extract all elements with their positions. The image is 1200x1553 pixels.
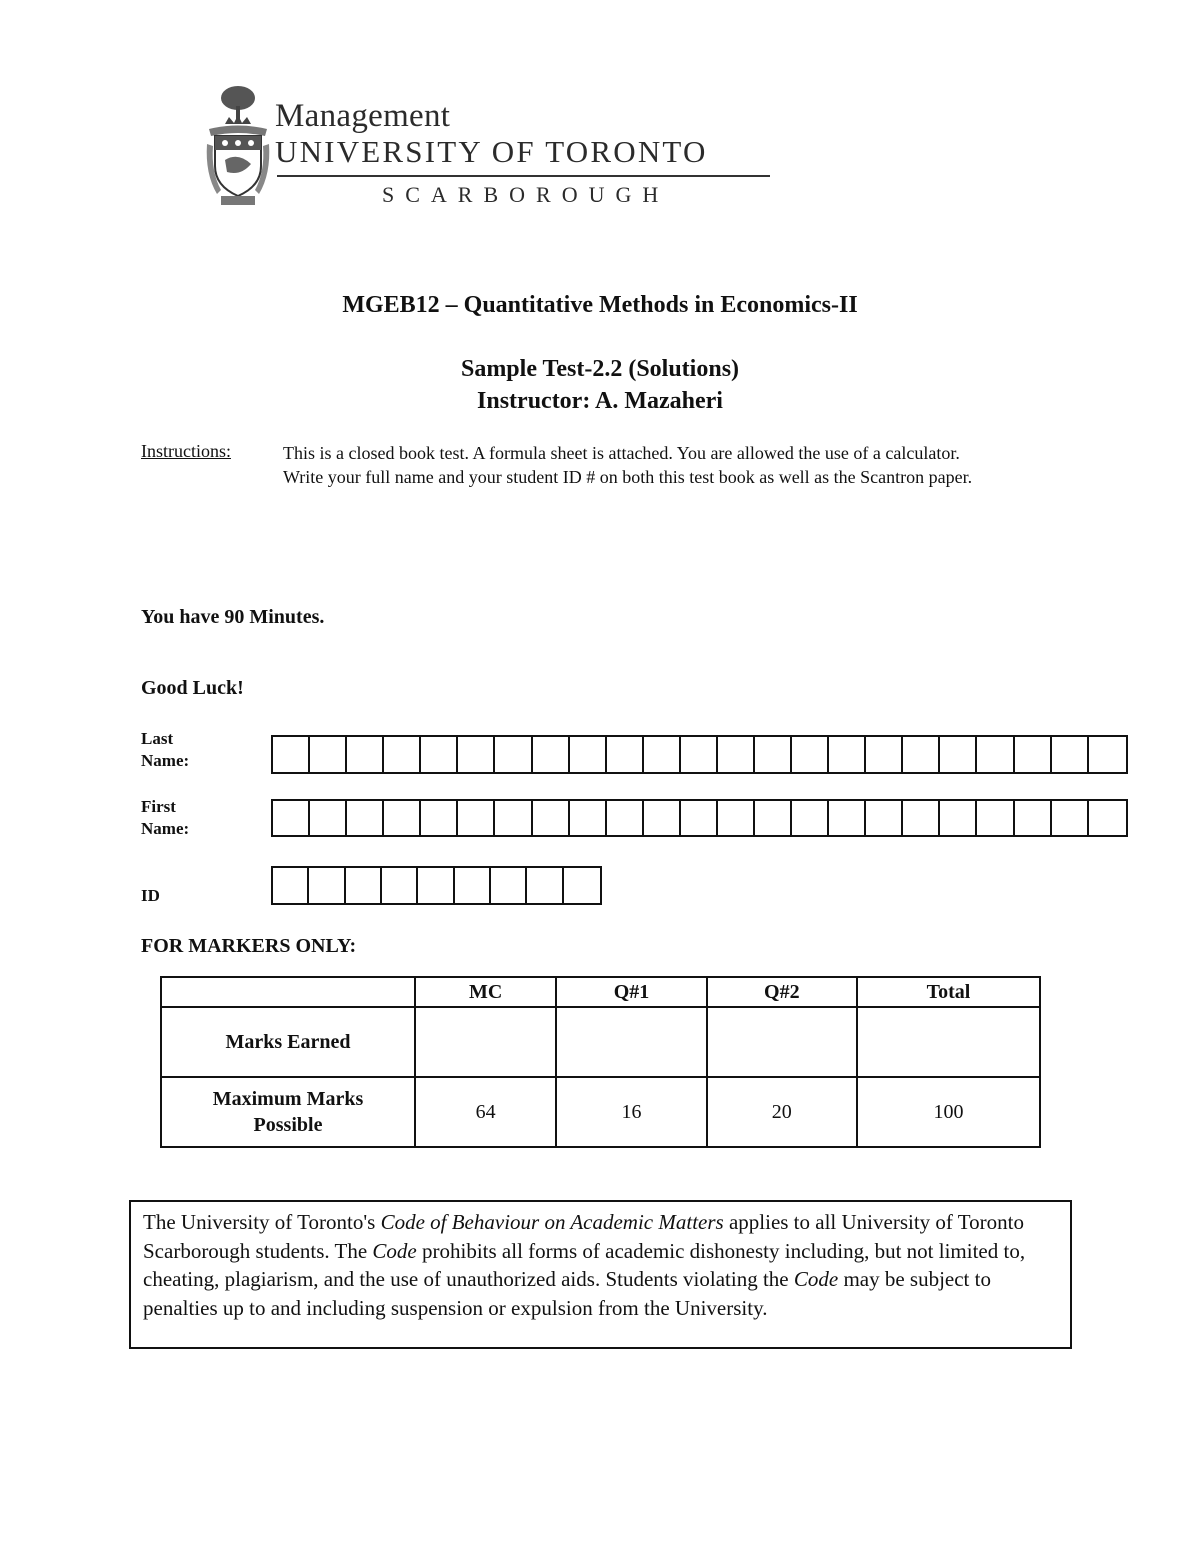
maximum-marks-q2: 20 (707, 1077, 857, 1147)
last-name-label-line-1: Last (141, 729, 174, 748)
instructions-line-1: This is a closed book test. A formula sheet is attached. You are allowed the use of a calculator. (283, 443, 960, 463)
entry-box[interactable] (418, 868, 454, 903)
entry-box[interactable] (273, 801, 310, 835)
entry-box[interactable] (564, 868, 600, 903)
good-luck-note: Good Luck! (141, 677, 244, 699)
maximum-marks-q1: 16 (556, 1077, 706, 1147)
marks-table (160, 976, 1041, 1148)
header-cell-mc: MC (415, 977, 556, 1007)
course-title: MGEB12 – Quantitative Methods in Economics-II (342, 292, 858, 318)
last-name-label (141, 728, 189, 772)
test-title: Sample Test-2.2 (Solutions) (460, 356, 740, 382)
marks-earned-q1[interactable] (556, 1007, 706, 1077)
entry-box[interactable] (644, 801, 681, 835)
entry-box[interactable] (455, 868, 491, 903)
entry-box[interactable] (718, 801, 755, 835)
academic-code-notice (129, 1200, 1072, 1349)
table-row-maximum-marks (161, 1077, 1040, 1147)
entry-box[interactable] (382, 868, 418, 903)
entry-box[interactable] (644, 737, 681, 772)
table-header-row (161, 977, 1040, 1007)
code-text-3: prohibits all forms of academic dishonesty including, but not limited to, cheating, plagiarism, and the use of unauthorized aids. Students violating the (143, 1238, 1026, 1291)
entry-box[interactable] (273, 737, 310, 772)
entry-box[interactable] (346, 868, 382, 903)
entry-box[interactable] (1015, 801, 1052, 835)
entry-box[interactable] (533, 801, 570, 835)
instructions-text (283, 441, 1073, 489)
entry-box[interactable] (940, 801, 977, 835)
entry-box[interactable] (458, 737, 495, 772)
entry-box[interactable] (866, 737, 903, 772)
entry-box[interactable] (421, 801, 458, 835)
entry-box[interactable] (755, 801, 792, 835)
entry-box[interactable] (903, 801, 940, 835)
entry-box[interactable] (607, 737, 644, 772)
first-name-label-line-1: First (141, 797, 176, 816)
last-name-label-line-2: Name: (141, 751, 190, 770)
entry-box[interactable] (829, 801, 866, 835)
logo-university-text: UNIVERSITY OF TORONTO (275, 134, 708, 169)
entry-box[interactable] (792, 737, 829, 772)
marks-earned-label: Marks Earned (161, 1007, 415, 1077)
entry-box[interactable] (458, 801, 495, 835)
entry-box[interactable] (347, 737, 384, 772)
entry-box[interactable] (527, 868, 563, 903)
marks-earned-mc[interactable] (415, 1007, 556, 1077)
last-name-boxes[interactable] (271, 735, 1128, 774)
code-text-1-italic: Code of Behaviour on Academic Matters (380, 1210, 724, 1234)
entry-box[interactable] (977, 737, 1014, 772)
entry-box[interactable] (1015, 737, 1052, 772)
entry-box[interactable] (607, 801, 644, 835)
instructions-label: Instructions: (141, 441, 231, 461)
time-note: You have 90 Minutes. (141, 606, 325, 628)
entry-box[interactable] (977, 801, 1014, 835)
entry-box[interactable] (903, 737, 940, 772)
maximum-marks-label-line-2: Possible (253, 1114, 323, 1136)
code-text-1: The University of Toronto's (143, 1210, 381, 1234)
code-text-4: may be subject to penalties up to and including suspension or expulsion from the University. (143, 1267, 991, 1320)
entry-box[interactable] (309, 868, 345, 903)
entry-box[interactable] (829, 737, 866, 772)
entry-box[interactable] (792, 801, 829, 835)
university-crest-icon (205, 84, 271, 208)
entry-box[interactable] (495, 737, 532, 772)
instructions-line-2: Write your full name and your student ID # on both this test book as well as the Scantron paper. (283, 467, 973, 487)
entry-box[interactable] (533, 737, 570, 772)
header-cell-total: Total (857, 977, 1040, 1007)
markers-only-label: FOR MARKERS ONLY: (141, 935, 357, 957)
instructor-name: Instructor: A. Mazaheri (477, 388, 723, 414)
marks-earned-total[interactable] (857, 1007, 1040, 1077)
first-name-label (141, 796, 189, 840)
logo-management-text: Management (275, 98, 451, 134)
entry-box[interactable] (347, 801, 384, 835)
entry-box[interactable] (755, 737, 792, 772)
entry-box[interactable] (384, 737, 421, 772)
code-text-2-italic: Code (372, 1238, 417, 1263)
entry-box[interactable] (310, 737, 347, 772)
entry-box[interactable] (570, 801, 607, 835)
entry-box[interactable] (681, 801, 718, 835)
entry-box[interactable] (273, 868, 309, 903)
header-cell-q1: Q#1 (556, 977, 706, 1007)
marks-earned-q2[interactable] (707, 1007, 857, 1077)
student-id-boxes[interactable] (271, 866, 602, 905)
entry-box[interactable] (940, 737, 977, 772)
entry-box[interactable] (681, 737, 718, 772)
maximum-marks-label-line-1: Maximum Marks (212, 1088, 364, 1110)
entry-box[interactable] (495, 801, 532, 835)
id-label: ID (141, 886, 160, 905)
entry-box[interactable] (1052, 801, 1089, 835)
entry-box[interactable] (1052, 737, 1089, 772)
entry-box[interactable] (384, 801, 421, 835)
entry-box[interactable] (310, 801, 347, 835)
maximum-marks-total: 100 (857, 1077, 1040, 1147)
entry-box[interactable] (421, 737, 458, 772)
entry-box[interactable] (1089, 737, 1126, 772)
header-cell-q2: Q#2 (707, 977, 857, 1007)
logo-divider (277, 175, 770, 177)
entry-box[interactable] (718, 737, 755, 772)
maximum-marks-label (161, 1077, 415, 1147)
entry-box[interactable] (570, 737, 607, 772)
table-row-marks-earned (161, 1007, 1040, 1077)
entry-box[interactable] (1089, 801, 1126, 835)
code-text-2: applies to all University of Toronto Scarborough students. The (143, 1210, 1024, 1263)
first-name-label-line-2: Name: (141, 819, 190, 838)
entry-box[interactable] (866, 801, 903, 835)
header-cell-blank (161, 977, 415, 1007)
maximum-marks-mc: 64 (415, 1077, 556, 1147)
code-text-3-italic: Code (793, 1267, 839, 1291)
logo-scarborough-text: SCARBOROUGH (382, 182, 670, 207)
first-name-boxes[interactable] (271, 799, 1128, 837)
entry-box[interactable] (491, 868, 527, 903)
